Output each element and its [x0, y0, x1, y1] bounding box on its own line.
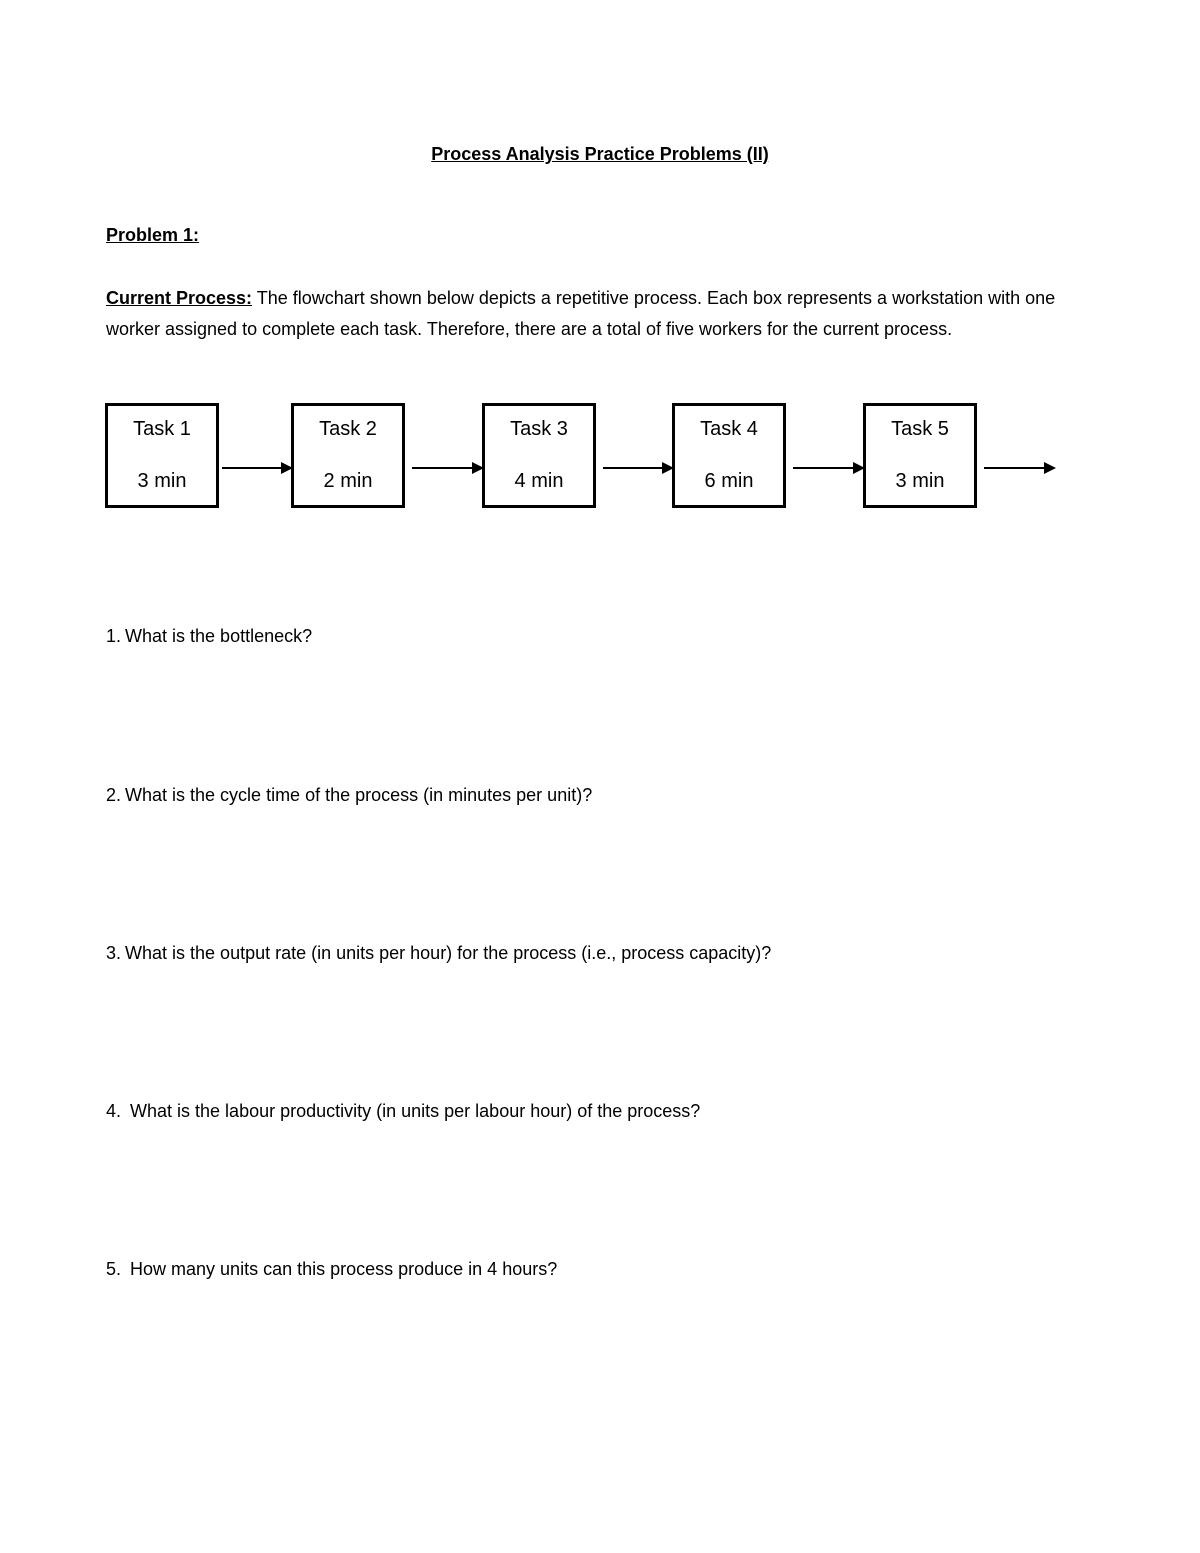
question-text: What is the bottleneck? — [125, 626, 313, 646]
question-number: 5. — [106, 1259, 122, 1279]
task-box-1 — [105, 403, 219, 508]
task-box-3 — [482, 403, 596, 508]
task-name: Task 5 — [891, 418, 949, 440]
intro-text: The flowchart shown below depicts a repetitive process. Each box represents a workstation with one worker assigned to complete each task. Therefore, there are a total of five workers for the current process. — [106, 288, 1056, 339]
question-2 — [106, 785, 592, 806]
task-time: 3 min — [895, 470, 945, 492]
task-name: Task 1 — [133, 418, 191, 440]
question-number: 4. — [106, 1101, 122, 1121]
question-text: What is the cycle time of the process (in minutes per unit)? — [125, 785, 593, 805]
question-5 — [106, 1259, 557, 1280]
question-1 — [106, 626, 312, 647]
task-name: Task 3 — [510, 418, 568, 440]
task-name: Task 2 — [319, 418, 377, 440]
page-title: Process Analysis Practice Problems (II) — [431, 144, 769, 164]
question-3 — [106, 943, 771, 964]
task-time: 6 min — [704, 470, 754, 492]
task-name: Task 4 — [700, 418, 758, 440]
task-box-4 — [672, 403, 786, 508]
task-time: 3 min — [137, 470, 187, 492]
question-number: 2. — [106, 785, 122, 805]
intro-paragraph — [106, 283, 1066, 345]
question-text: What is the labour productivity (in units per labour hour) of the process? — [125, 1101, 701, 1121]
question-text: What is the output rate (in units per hour) for the process (i.e., process capacity)? — [125, 943, 772, 963]
problem-heading: Problem 1: — [106, 225, 200, 245]
question-number: 3. — [106, 943, 122, 963]
task-box-2 — [291, 403, 405, 508]
arrowhead-task5-output — [1044, 462, 1056, 474]
task-time: 4 min — [514, 470, 564, 492]
task-time: 2 min — [323, 470, 373, 492]
question-4 — [106, 1101, 700, 1122]
intro-label: Current Process: — [106, 288, 253, 308]
question-text: How many units can this process produce in 4 hours? — [125, 1259, 558, 1279]
question-number: 1. — [106, 626, 122, 646]
process-flowchart — [100, 400, 1070, 520]
task-box-5 — [863, 403, 977, 508]
